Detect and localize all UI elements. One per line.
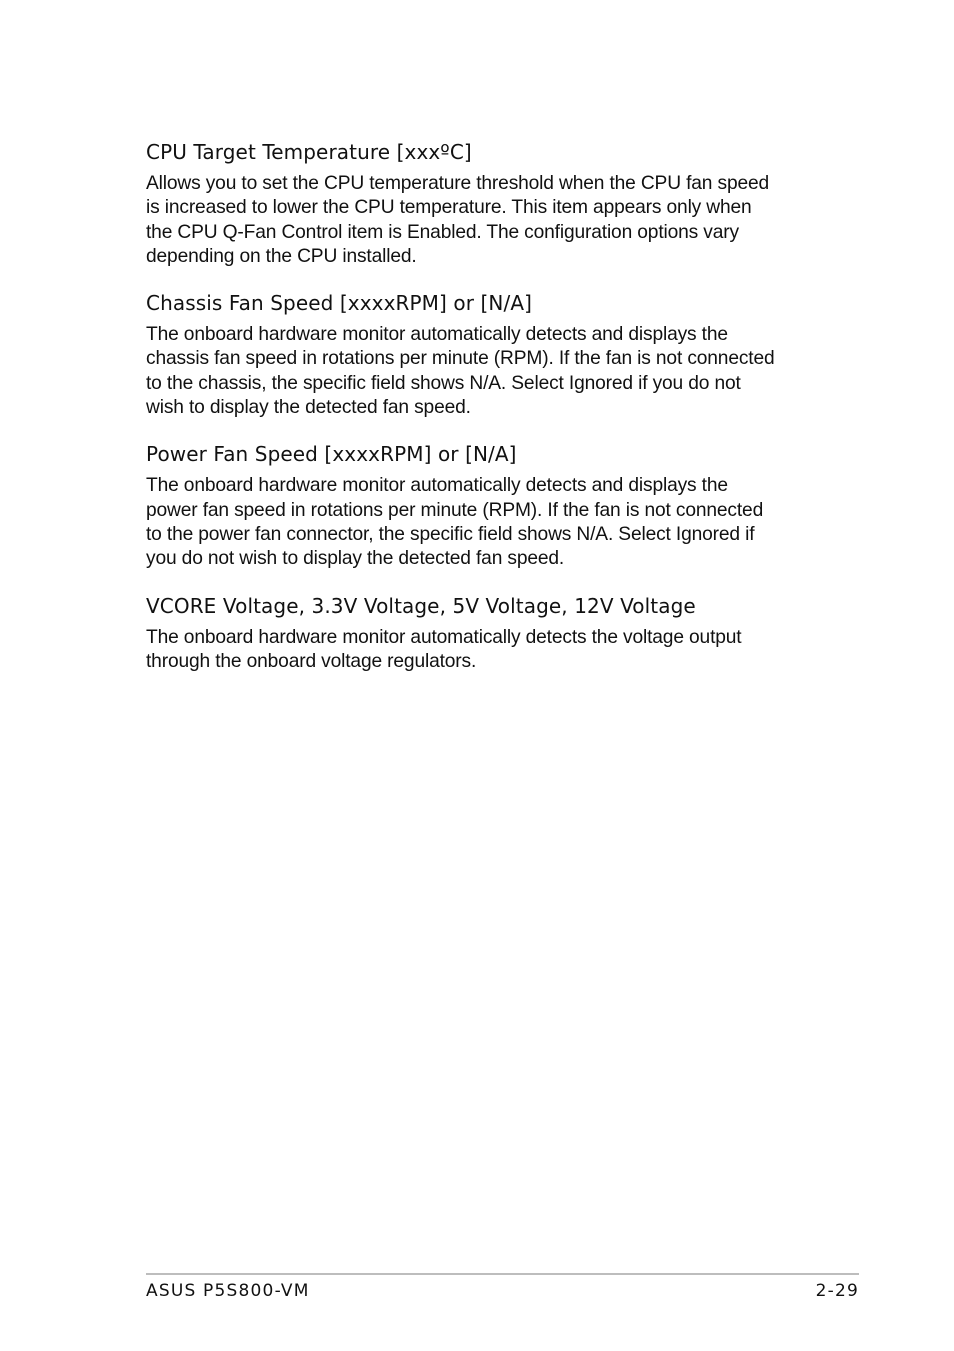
footer-divider xyxy=(146,1273,859,1275)
section-heading: VCORE Voltage, 3.3V Voltage, 5V Voltage, 12V Voltage xyxy=(146,593,696,618)
section-body: The onboard hardware monitor automatically detects the voltage output through the onboard voltage regulators. xyxy=(146,626,742,672)
section-power-fan-speed xyxy=(146,440,826,571)
section-body: The onboard hardware monitor automatically detects and displays the power fan speed in rotations per minute (RPM). If the fan is not connected to the power fan connector, the specific field shows N/A. Select Ignored if you do not wish to display the detected fan speed. xyxy=(146,475,764,570)
section-heading: Power Fan Speed [xxxxRPM] or [N/A] xyxy=(146,442,517,467)
section-cpu-target-temperature xyxy=(146,138,826,269)
section-voltages xyxy=(146,592,826,675)
footer-page-number: 2-29 xyxy=(815,1281,859,1301)
section-body: Allows you to set the CPU temperature threshold when the CPU fan speed is increased to lower the CPU temperature. This item appears only when the CPU Q-Fan Control item is Enabled. The configuration options vary depending on the CPU installed. xyxy=(146,173,770,267)
section-heading: Chassis Fan Speed [xxxxRPM] or [N/A] xyxy=(146,291,533,316)
section-heading: CPU Target Temperature [xxxºC] xyxy=(146,140,472,164)
page-content xyxy=(146,138,826,694)
section-chassis-fan-speed xyxy=(146,289,826,420)
section-body: The onboard hardware monitor automatically detects and displays the chassis fan speed in rotations per minute (RPM). If the fan is not connected to the chassis, the specific field shows N/A. Select Ignored if you do not wish to display the detected fan speed. xyxy=(146,324,775,419)
footer-product-name: ASUS P5S800-VM xyxy=(146,1281,310,1301)
